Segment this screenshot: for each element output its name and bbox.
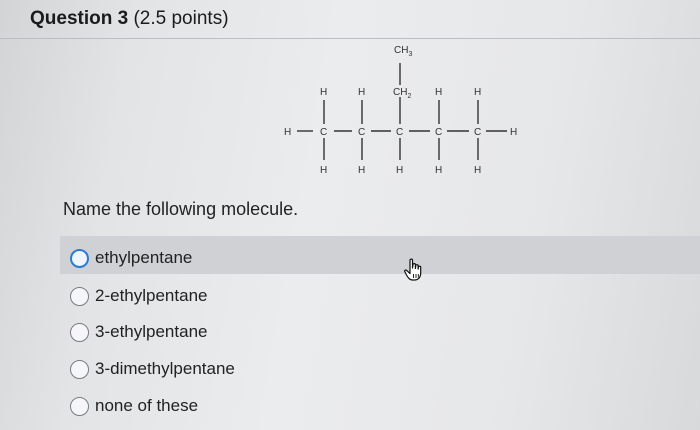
option-label: 3-dimethylpentane [95, 359, 235, 378]
question-prompt: Name the following molecule. [63, 199, 299, 219]
radio-button[interactable] [70, 397, 89, 416]
atom-c: C [358, 127, 366, 138]
atom-h: H [320, 87, 328, 98]
radio-button[interactable] [70, 287, 89, 306]
atom-h: H [435, 87, 443, 98]
atom-c: C [474, 127, 482, 138]
option-ethylpentane[interactable] [70, 248, 192, 268]
option-label: none of these [95, 396, 199, 415]
atom-h: H [474, 165, 482, 176]
atom-h: H [435, 165, 443, 176]
methyl-group: $CH_3$ [394, 45, 413, 58]
option-3-ethylpentane[interactable] [70, 322, 207, 342]
atom-h: H [358, 87, 366, 98]
radio-button[interactable] [70, 323, 89, 342]
atom-c: C [396, 127, 404, 138]
atom-h: H [474, 87, 482, 98]
option-label: ethylpentane [95, 248, 193, 267]
question-header [30, 8, 229, 30]
option-2-ethylpentane[interactable] [70, 286, 207, 306]
atom-h: H [320, 165, 328, 176]
hand-pointer-icon [403, 258, 425, 287]
atom-c: C [435, 127, 443, 138]
atom-h: H [396, 165, 404, 176]
molecule-structure [270, 35, 550, 185]
bonds [297, 63, 507, 160]
option-3-dimethylpentane[interactable] [70, 359, 235, 379]
option-label: 2-ethylpentane [95, 286, 208, 305]
atom-c: C [320, 127, 328, 138]
atom-h: H [510, 127, 518, 138]
methylene-group: $CH_2$ [393, 87, 412, 100]
structural-formula [270, 35, 550, 185]
atom-h: H [358, 165, 366, 176]
radio-button[interactable] [70, 249, 89, 268]
radio-button[interactable] [70, 360, 89, 379]
option-none-of-these[interactable] [70, 396, 198, 416]
option-label: 3-ethylpentane [95, 322, 208, 341]
question-title: Question 3 [30, 8, 129, 29]
question-points: (2.5 points) [133, 8, 229, 29]
atom-h: H [284, 127, 292, 138]
